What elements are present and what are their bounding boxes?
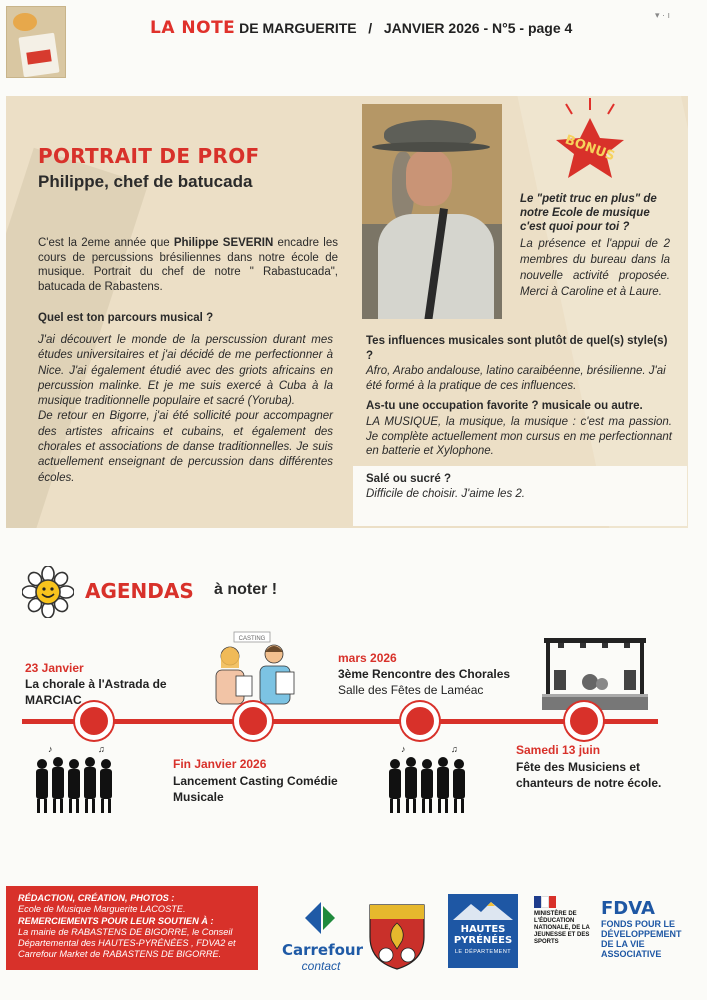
- smiley-flower-icon: [22, 566, 74, 618]
- french-flag-icon: [534, 896, 556, 908]
- event-1-date: 23 Janvier: [25, 661, 84, 675]
- question-1: Quel est ton parcours musical ?: [38, 312, 214, 324]
- header-brand: LA NOTE: [150, 18, 236, 38]
- event-3-date: mars 2026: [338, 651, 397, 665]
- timeline-marker: [234, 702, 272, 740]
- credits-body: La mairie de RABASTENS DE BIGORRE, le Conseil Départemental des HAUTES-PYRÉNÉES , FDVA2 et Carrefour Market de RABASTENS DE BIGORRE.: [18, 926, 236, 960]
- teacher-photo: [362, 104, 502, 319]
- choir-silhouette-icon: [28, 742, 126, 816]
- portrait-intro: C'est la 2eme année que Philippe SEVERIN encadre les cours de percussions brésiliennes dans notre école de musique. Portrait du chef de notre " Rabastucada", batucada de Rabastens.: [38, 237, 338, 293]
- credits-box: [6, 886, 258, 970]
- corner-mark: ▾ · ı: [655, 10, 671, 20]
- event-3-venue: Salle des Fêtes de Laméac: [338, 683, 484, 697]
- ministere-logo: MINISTÈRE DE L'ÉDUCATION NATIONALE, DE LA JEUNESSE ET DES SPORTS: [534, 896, 596, 966]
- choir-silhouette-icon: [381, 742, 479, 816]
- event-3-text: 3ème Rencontre des Chorales: [338, 667, 511, 681]
- rabastens-coat-of-arms-icon: [366, 901, 428, 971]
- event-2-text: Lancement Casting Comédie Musicale: [173, 774, 338, 804]
- timeline-marker: [565, 702, 603, 740]
- question-4: Salé ou sucré ?: [366, 473, 452, 485]
- svg-text:♫: ♫: [98, 744, 105, 754]
- page-header: [150, 18, 610, 42]
- bonus-badge-text: BONUS: [562, 132, 617, 165]
- event-4-date: Samedi 13 juin: [516, 743, 601, 757]
- svg-text:♪: ♪: [401, 744, 406, 754]
- hautes-pyrenees-logo: HAUTES PYRÉNÉES LE DÉPARTEMENT: [448, 894, 518, 968]
- mountain-icon: [453, 900, 513, 920]
- agendas-title: AGENDAS: [85, 579, 194, 603]
- header-issue: DE MARGUERITE / JANVIER 2026 - N°5 - page 4: [235, 20, 573, 36]
- magazine-thumbnail: [6, 6, 66, 78]
- agendas-note: à noter !: [214, 581, 278, 598]
- answer-2: Afro, Arabo andalouse, latino caraibéenne, brésilienne. J'ai été formé à la pratique de ces influences.: [366, 365, 666, 392]
- event-1-text: La chorale à l'Astrada de MARCIAC: [25, 677, 167, 707]
- credits-thanks: REMERCIEMENTS POUR LEUR SOUTIEN À :: [18, 915, 214, 926]
- credits-caption: RÉDACTION, CRÉATION, PHOTOS :: [18, 893, 175, 903]
- answer-1: J'ai découvert le monde de la perscussion durant mes études universitaires et j'ai décidé de me perfectionner à Nice. J'ai également étudié avec des griots africains en percussion malinke. Et je me suis exercé à Cuba à la musique traditionnelle populaire et sacré (Yoruba). De retour en Bigorre, j'ai été sollicité pour accompagner des artistes africains et cubains, et également des chorales et associations de danse traditionnelles. Je suis actuellement enseignant de percussion dans différentes écoles.: [38, 334, 333, 484]
- bonus-question: Le "petit truc en plus" de notre Ecole de musique c'est quoi pour toi ?: [520, 193, 657, 233]
- teacher-name: Philippe SEVERIN: [173, 237, 274, 249]
- casting-illustration: [206, 630, 302, 706]
- event-4-text: Fête des Musiciens et chanteurs de notre école.: [516, 760, 662, 790]
- carrefour-icon: [301, 900, 341, 936]
- portrait-subtitle: Philippe, chef de batucada: [38, 172, 253, 191]
- question-2: Tes influences musicales sont plutôt de quel(s) style(s) ?: [366, 335, 668, 362]
- event-2-date: Fin Janvier 2026: [173, 757, 267, 771]
- bonus-answer: La présence et l'appui de 2 membres du bureau dans la nouvelle activité proposée. Merci à Caroline et à Laure.: [520, 238, 670, 298]
- carrefour-logo: Carrefour contact: [282, 900, 360, 972]
- casting-label: CASTING: [238, 636, 266, 642]
- timeline-marker: [401, 702, 439, 740]
- answer-4: Difficile de choisir. J'aime les 2.: [366, 488, 525, 500]
- credits-school: Ecole de Musique Marguerite LACOSTE.: [18, 904, 186, 915]
- question-3: As-tu une occupation favorite ? musicale ou autre.: [366, 400, 643, 412]
- agenda-timeline: [22, 719, 658, 724]
- concert-stage-illustration: [540, 632, 650, 716]
- svg-text:♫: ♫: [451, 744, 458, 754]
- svg-text:♪: ♪: [48, 744, 53, 754]
- answer-3: LA MUSIQUE, la musique, la musique : c'est ma passion. Je complète actuellement mon cursus en me perfectionnant en batterie et Xylophone.: [366, 416, 672, 457]
- portrait-title: PORTRAIT DE PROF: [38, 144, 260, 168]
- bonus-star-badge: [540, 96, 640, 186]
- fdva-logo: FDVA FONDS POUR LE DÉVELOPPEMENT DE LA VIE ASSOCIATIVE: [601, 898, 682, 959]
